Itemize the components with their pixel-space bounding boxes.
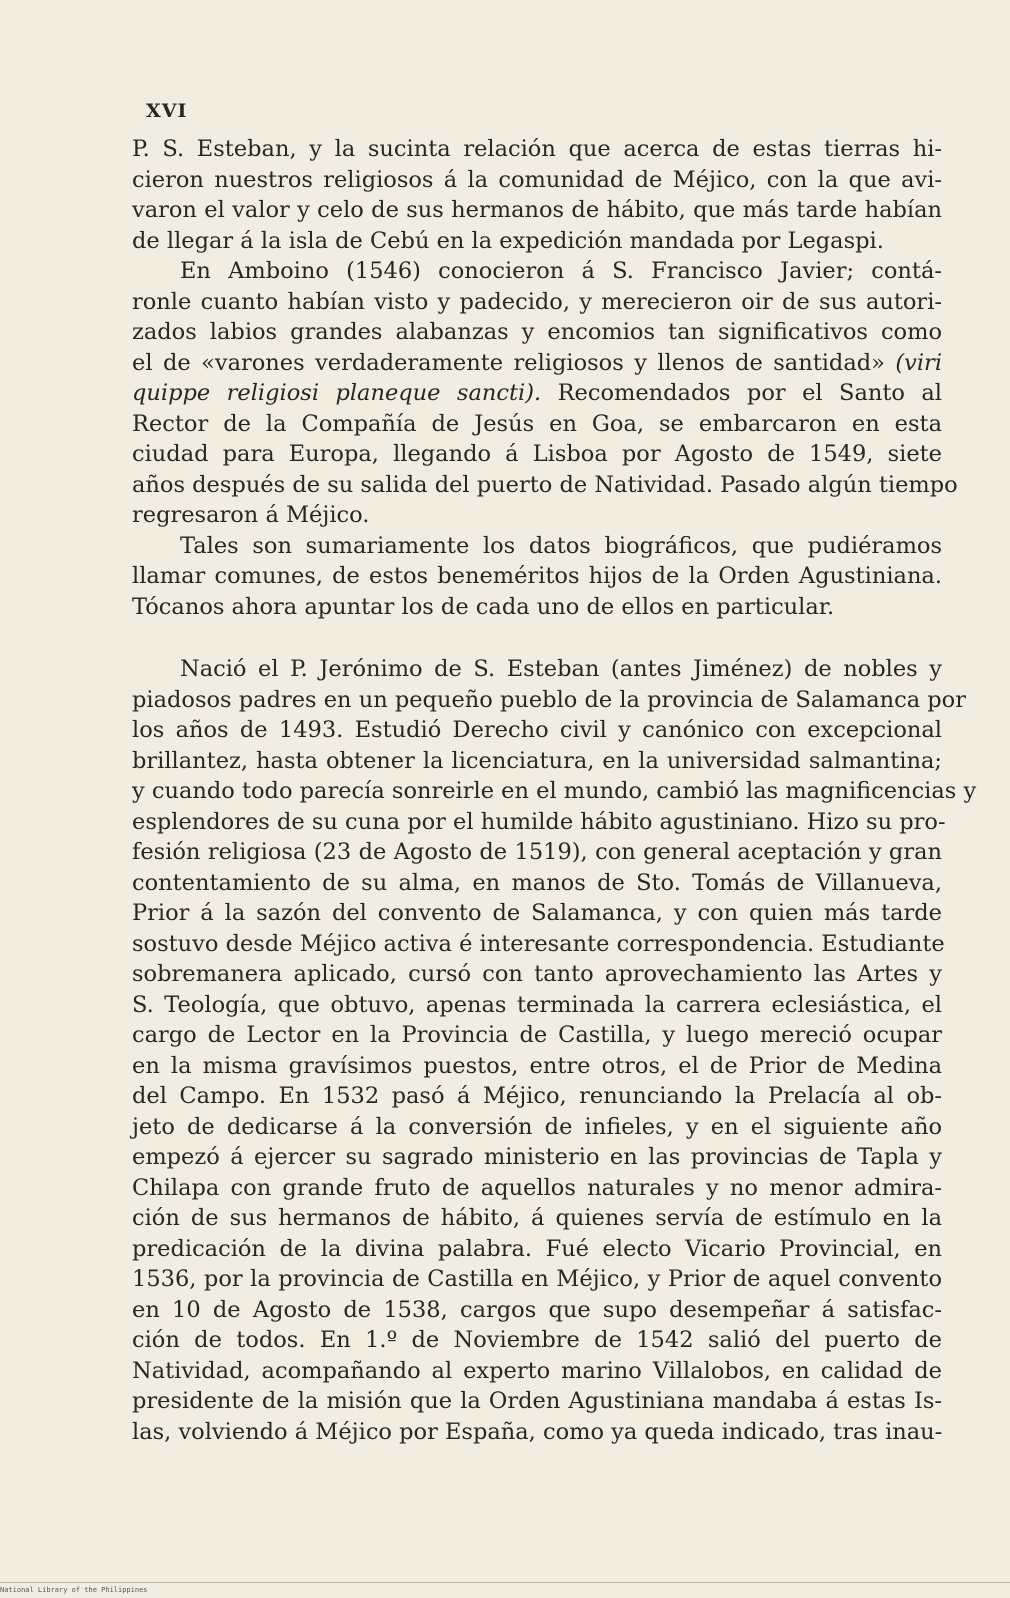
- page-divider: [0, 1582, 1010, 1583]
- text-line: del Campo. En 1532 pasó á Méjico, renunciando la Prelacía al ob-: [132, 1083, 942, 1109]
- text-line: varon el valor y celo de sus hermanos de hábito, que más tarde habían: [132, 197, 942, 223]
- text-line: predicación de la divina palabra. Fué electo Vicario Provincial, en: [132, 1236, 942, 1262]
- page-number: XVI: [146, 100, 188, 122]
- text-line: brillantez, hasta obtener la licenciatura, en la universidad salmantina;: [132, 748, 942, 774]
- text-line: Nació el P. Jerónimo de S. Esteban (antes Jiménez) de nobles y: [180, 656, 942, 682]
- latin-phrase: quippe religiosi planeque sancti).: [132, 380, 542, 406]
- text-line: Tócanos ahora apuntar los de cada uno de ellos en particular.: [132, 594, 835, 620]
- text-line: en 10 de Agosto de 1538, cargos que supo desempeñar á satisfac-: [132, 1297, 942, 1323]
- text-line: zados labios grandes alabanzas y encomios tan significativos como: [132, 319, 942, 345]
- text-line: sostuvo desde Méjico activa é interesante correspondencia. Estudiante: [132, 931, 945, 957]
- text-line: cargo de Lector en la Provincia de Castilla, y luego mereció ocupar: [132, 1022, 942, 1048]
- text-line: contentamiento de su alma, en manos de Sto. Tomás de Villanueva,: [132, 870, 942, 896]
- text-line: Natividad, acompañando al experto marino Villalobos, en calidad de: [132, 1358, 942, 1384]
- text-line: llamar comunes, de estos beneméritos hijos de la Orden Agustiniana.: [132, 563, 942, 589]
- text-line: 1536, por la provincia de Castilla en Méjico, y Prior de aquel convento: [132, 1266, 942, 1292]
- text-line: los años de 1493. Estudió Derecho civil y canónico con excepcional: [132, 717, 942, 743]
- text-line: las, volviendo á Méjico por España, como ya queda indicado, tras inau-: [132, 1419, 943, 1445]
- text-segment: el de «varones verdaderamente religiosos y llenos de santidad»: [132, 350, 885, 376]
- text-line: sobremanera aplicado, cursó con tanto aprovechamiento las Artes y: [132, 961, 942, 987]
- latin-phrase: (viri: [895, 350, 943, 376]
- text-line: empezó á ejercer su sagrado ministerio en las provincias de Tapla y: [132, 1144, 942, 1170]
- text-line: Rector de la Compañía de Jesús en Goa, se embarcaron en esta: [132, 411, 942, 437]
- text-line: esplendores de su cuna por el humilde hábito agustiniano. Hizo su pro-: [132, 809, 946, 835]
- text-line: de llegar á la isla de Cebú en la expedición mandada por Legaspi.: [132, 228, 884, 254]
- text-line: piadosos padres en un pequeño pueblo de la provincia de Salamanca por: [132, 687, 966, 713]
- text-line: ronle cuanto habían visto y padecido, y merecieron oir de sus autori-: [132, 289, 942, 315]
- text-line: [132, 378, 942, 408]
- text-line: [132, 348, 942, 378]
- text-line: cieron nuestros religiosos á la comunidad de Méjico, con la que avi-: [132, 167, 942, 193]
- text-line: Tales son sumariamente los datos biográficos, que pudiéramos: [180, 533, 942, 559]
- text-line: presidente de la misión que la Orden Agustiniana mandaba á estas Is-: [132, 1388, 942, 1414]
- text-line: Prior á la sazón del convento de Salamanca, y con quien más tarde: [132, 900, 942, 926]
- text-line: y cuando todo parecía sonreirle en el mundo, cambió las magnificencias y: [132, 778, 977, 804]
- text-line: ción de sus hermanos de hábito, á quienes servía de estímulo en la: [132, 1205, 942, 1231]
- text-segment: Recomendados por el Santo al: [557, 380, 942, 406]
- text-line: S. Teología, que obtuvo, apenas terminada la carrera eclesiástica, el: [132, 992, 942, 1018]
- text-line: P. S. Esteban, y la sucinta relación que acerca de estas tierras hi-: [132, 136, 942, 162]
- text-line: años después de su salida del puerto de Natividad. Pasado algún tiempo: [132, 472, 958, 498]
- text-line: en la misma gravísimos puestos, entre otros, el de Prior de Medina: [132, 1053, 942, 1079]
- text-line: regresaron á Méjico.: [132, 502, 370, 528]
- text-line: fesión religiosa (23 de Agosto de 1519), con general aceptación y gran: [132, 839, 942, 865]
- footer-credit: National Library of the Philippines: [0, 1586, 148, 1594]
- text-line: Chilapa con grande fruto de aquellos naturales y no menor admira-: [132, 1175, 942, 1201]
- text-line: ción de todos. En 1.º de Noviembre de 1542 salió del puerto de: [132, 1327, 942, 1353]
- text-line: jeto de dedicarse á la conversión de infieles, y en el siguiente año: [132, 1114, 942, 1140]
- text-line: ciudad para Europa, llegando á Lisboa por Agosto de 1549, siete: [132, 441, 942, 467]
- text-line: En Amboino (1546) conocieron á S. Francisco Javier; contá-: [180, 258, 942, 284]
